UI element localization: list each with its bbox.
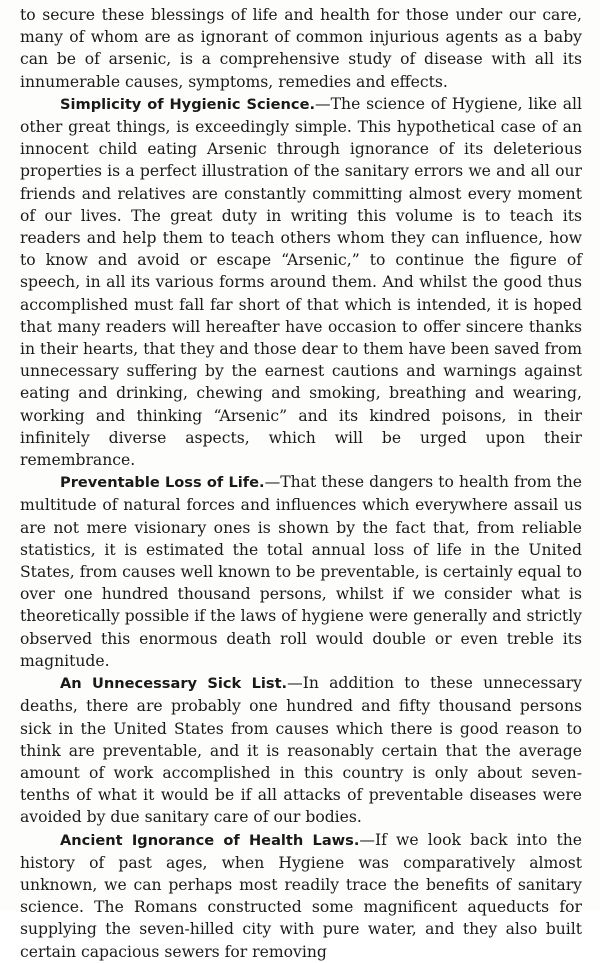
paragraph-simplicity-of-hygienic-science: [20, 93, 582, 471]
text-column: [20, 4, 582, 963]
section-heading: Preventable Loss of Life.: [60, 474, 265, 492]
paragraph-preventable-loss-of-life: [20, 471, 582, 672]
section-heading: Ancient Ignorance of Health Laws.: [60, 831, 360, 849]
section-heading: An Unnecessary Sick List.: [60, 675, 288, 693]
paragraph-an-unnecessary-sick-list: [20, 672, 582, 828]
paragraph-ancient-ignorance-of-health-laws: [20, 829, 582, 963]
paragraph-text: —In addition to these unnecessary deaths, there are probably one hundred and fifty thousand persons sick in the United States from causes which there is good reason to think are preventable, and it is reasonably certain that the average amount of work accomplished in this country is only about seven-tenths of what it would be if all attacks of preventable diseases were avoided by due sanitary care of our bodies.: [20, 674, 582, 827]
paragraph-text: —If we look back into the history of past ages, when Hygiene was comparatively almost unknown, we can perhaps most readily trace the benefits of sanitary science. The Romans constructed some magnificent aqueducts for supplying the seven-hilled city with pure water, and they also built certain capacious sewers for removing: [20, 830, 582, 961]
paragraph-text: to secure these blessings of life and health for those under our care, many of whom are as ignorant of common injurious agents as a baby can be of arsenic, is a comprehensive study of disease with all its innumerable causes, symptoms, remedies and effects.: [20, 6, 582, 91]
paragraph-text: —That these dangers to health from the multitude of natural forces and influences which everywhere assail us are not mere visionary ones is shown by the fact that, from reliable statistics, it is estimated the total annual loss of life in the United States, from causes well known to be preventable, is certainly equal to over one hundred thousand persons, whilst if we consider what is theoretically possible if the laws of hygiene were generally and strictly observed this enormous death roll would double or even treble its magnitude.: [20, 473, 582, 670]
paragraph-continuation: [20, 4, 582, 93]
section-heading: Simplicity of Hygienic Science.: [60, 95, 316, 113]
paragraph-text: —The science of Hygiene, like all other great things, is exceedingly simple. This hypothetical case of an innocent child eating Arsenic through ignorance of its deleterious properties is a perfect illustration of the sanitary errors we and all our friends and relatives are constantly committing almost every moment of our lives. The great duty in writing this volume is to teach its readers and help them to teach others whom they can influence, how to know and avoid or escape “Arsenic,” to continue the figure of speech, in all its various forms around them. And whilst the good thus accomplished must fall far short of that which is intended, it is hoped that many readers will hereafter have occasion to offer sincere thanks in their hearts, that they and those dear to them have been saved from unnecessary suffering by the earnest cautions and warnings against eating and drinking, chewing and smoking, breathing and wearing, working and thinking “Arsenic” and its kindred poisons, in their infinitely diverse aspects, which will be urged upon their remembrance.: [20, 94, 582, 470]
